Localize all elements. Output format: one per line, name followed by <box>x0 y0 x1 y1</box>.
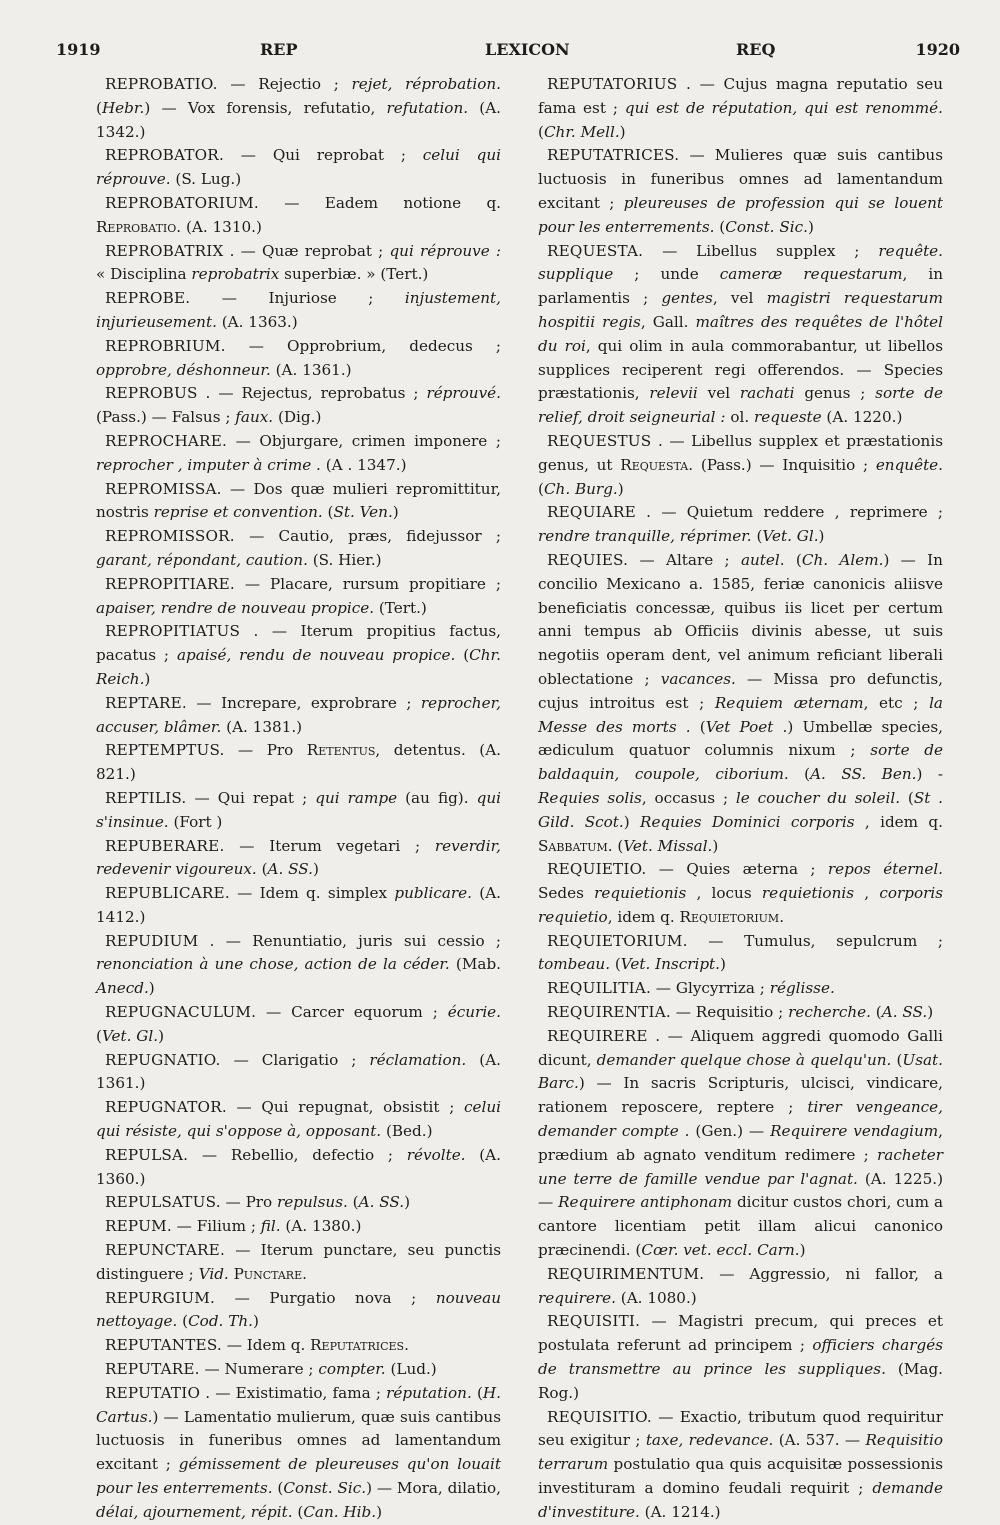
entry-headword: REQUESTA. <box>547 241 644 260</box>
dictionary-entry <box>96 335 501 383</box>
dictionary-entry <box>538 1310 943 1405</box>
dictionary-entry <box>96 430 501 478</box>
entry-definition: — Placare, rursum propitiare ; apaiser, rendre de nouveau propice. (Tert.) <box>96 574 501 617</box>
dictionary-entry <box>96 1049 501 1097</box>
entry-definition: — Dos quæ mulieri repromittitur, nostris reprise et convention. (St. Ven.) <box>96 479 501 522</box>
entry-definition: — Iterum punctare, seu punctis distinguere ; Vid. Punctare. <box>96 1241 501 1283</box>
dictionary-entry <box>96 787 501 835</box>
entry-definition: . — Aliquem aggredi quomodo Galli dicunt, demander quelque chose à quelqu'un. (Usat. Barc.) — In sacris Scripturis, ulcisci, vindicare, rationem reposcere, reptere ; tirer vengeance, demander compte . (Gen.) — Requirere vendagium, prædium ab agnato venditum redimere ; racheter une terre de famille vendue par l'agnat. (A. 1225.) — Requirere antiphonam dicitur custos chori, cum a cantore licentiam petit illam alicui canonico præcinendi. (Cœr. vet. eccl. Carn.) <box>538 1026 944 1260</box>
entry-headword: REQUIARE <box>547 503 636 522</box>
dictionary-entry <box>96 73 501 144</box>
left-column <box>96 73 501 1525</box>
entry-headword: REPTARE. <box>105 693 187 712</box>
dictionary-entry <box>96 382 501 430</box>
header-title: LEXICON <box>485 40 570 59</box>
entry-headword: REPROBATIO. <box>105 75 218 93</box>
entry-headword: REQUIRENTIA. <box>547 1003 671 1022</box>
entry-definition: . — Libellus supplex et præstationis genus, ut Requesta. (Pass.) — Inquisitio ; enquête. (Ch. Burg.) <box>538 431 943 498</box>
entry-definition: — Requisitio ; recherche. (A. SS.) <box>670 1003 934 1022</box>
entry-headword: REPROBUS <box>105 384 198 403</box>
entry-definition: — Clarigatio ; réclamation. (A. 1361.) <box>96 1050 501 1093</box>
dictionary-entry <box>96 930 501 1001</box>
entry-headword: REPUGNACULUM. <box>105 1003 257 1022</box>
dictionary-entry <box>538 1025 943 1263</box>
dictionary-entry <box>96 525 501 573</box>
entry-headword: REPUBERARE. <box>105 836 225 855</box>
entry-definition: — Glycyrriza ; réglisse. <box>650 979 835 998</box>
entry-headword: REPUTATORIUS <box>547 75 678 93</box>
entry-definition: . — Iterum propitius factus, pacatus ; apaisé, rendu de nouveau propice. (Chr. Reich.) <box>96 622 501 688</box>
entry-definition: . — Existimatio, fama ; réputation. (H. Cartus.) — Lamentatio mulierum, quæ suis cantibus luctuosis in funeribus omnes ad lamentandum excitant ; gémissement de pleureuses qu'on louait pour les enterrements. (Const. Sic.) — Mora, dilatio, délai, ajournement, répit. (Can. Hib.) <box>96 1383 502 1521</box>
entry-headword: REPROBATOR. <box>105 146 224 165</box>
dictionary-entry <box>96 1096 501 1144</box>
entry-definition: — Cautio, præs, fidejussor ; garant, répondant, caution. (S. Hier.) <box>96 527 501 569</box>
entry-definition: . — Quietum reddere , reprimere ; rendre tranquille, réprimer. (Vet. Gl.) <box>538 503 943 546</box>
dictionary-entry <box>538 977 943 1001</box>
dictionary-entry <box>96 1001 501 1049</box>
entry-definition: . — Rejectus, reprobatus ; réprouvé. (Pass.) — Falsus ; faux. (Dig.) <box>96 384 501 427</box>
entry-headword: REPURGIUM. <box>105 1288 216 1307</box>
entry-definition: — Tumulus, sepulcrum ; tombeau. (Vet. Inscript.) <box>538 931 943 974</box>
entry-definition: — Pro Retentus, detentus. (A. 821.) <box>96 741 501 784</box>
dictionary-entry <box>96 1191 501 1215</box>
entry-headword: REPUNCTARE. <box>105 1241 225 1260</box>
entry-headword: REQUIETORIUM. <box>547 931 688 950</box>
entry-headword: REQUIRERE <box>547 1026 648 1045</box>
dictionary-entry <box>538 549 943 858</box>
dictionary-entry <box>96 692 501 740</box>
entry-definition: — Quies æterna ; repos éternel. Sedes requietionis , locus requietionis , corporis requietio, idem q. Requietorium. <box>538 860 944 926</box>
entry-definition: — Iterum vegetari ; reverdir, redevenir vigoureux. (A. SS.) <box>96 836 501 879</box>
dictionary-entry <box>538 73 943 144</box>
header-range-start: REP <box>260 40 298 59</box>
entry-headword: REPTILIS. <box>105 788 187 807</box>
running-header <box>56 40 960 70</box>
entry-headword: REPTEMPTUS. <box>105 741 225 760</box>
entry-definition: — Numerare ; compter. (Lud.) <box>199 1360 437 1379</box>
entry-definition: — Rebellio, defectio ; révolte. (A. 1360.) <box>96 1145 501 1188</box>
entry-headword: REPROPITIATUS <box>105 622 241 641</box>
dictionary-entry <box>96 1144 501 1192</box>
entry-headword: REQUISITIO. <box>547 1407 652 1426</box>
dictionary-entry <box>96 478 501 526</box>
entry-headword: REQUIES. <box>547 550 629 569</box>
dictionary-entry <box>96 144 501 192</box>
dictionary-entry <box>96 573 501 621</box>
entry-headword: REPROMISSOR. <box>105 527 235 546</box>
dictionary-entry <box>538 501 943 549</box>
entry-headword: REPROBATORIUM. <box>105 193 259 212</box>
entry-headword: REQUISITI. <box>547 1312 641 1331</box>
dictionary-entry <box>96 287 501 335</box>
entry-definition: — Opprobrium, dedecus ; opprobre, déshonneur. (A. 1361.) <box>96 336 501 379</box>
entry-headword: REPUTARE. <box>105 1360 200 1379</box>
entry-headword: REQUESTUS <box>547 431 652 450</box>
entry-definition: . — Cujus magna reputatio seu fama est ; qui est de réputation, qui est renommé. (Chr. Mell.) <box>538 75 943 141</box>
entry-headword: REPULSA. <box>105 1145 189 1164</box>
entry-headword: REPUTATRICES. <box>547 146 680 165</box>
dictionary-entry <box>96 1382 501 1525</box>
dictionary-entry <box>96 620 501 691</box>
dictionary-entry <box>538 1406 943 1525</box>
dictionary-entry <box>538 240 943 430</box>
dictionary-entry <box>96 739 501 787</box>
entry-definition: — Altare ; autel. (Ch. Alem.) — In concilio Mexicano a. 1585, feriæ canonicis aliisve beneficiatis concessæ, quibus iis licet per certum anni tempus ab Officiis divinis abesse, ut suis negotiis operam dent, vel animum reficiant liberali oblectatione ; vacances. — Missa pro defunctis, cujus introitus est ; Requiem æternam, etc ; la Messe des morts . (Vet Poet .) Umbellæ species, ædiculum quatuor columnis nixum ; sorte de baldaquin, coupole, ciborium. (A. SS. Ben.) - Requies solis, occasus ; le coucher du soleil. (St . Gild. Scot.) Requies Dominici corporis , idem q. Sabbatum. (Vet. Missal.) <box>538 550 944 855</box>
entry-headword: REPROBATRIX <box>105 241 224 260</box>
entry-headword: REQUIETIO. <box>547 860 647 879</box>
dictionary-entry <box>96 882 501 930</box>
entry-definition: — Pro repulsus. (A. SS.) <box>220 1193 410 1212</box>
entry-definition: — Rejectio ; rejet, réprobation. (Hebr.) — Vox forensis, refutatio, refutation. (A. 1342.) <box>96 75 501 141</box>
entry-headword: REPROBRIUM. <box>105 336 226 355</box>
entry-definition: — Eadem notione q. Reprobatio. (A. 1310.) <box>96 193 501 236</box>
entry-definition: — Qui repat ; qui rampe (au fig). qui s'insinue. (Fort ) <box>96 788 501 831</box>
dictionary-entry <box>538 430 943 501</box>
entry-headword: REQUILITIA. <box>547 979 651 998</box>
dictionary-entry <box>96 240 501 288</box>
entry-headword: REPROPITIARE. <box>105 574 235 593</box>
entry-definition: — Objurgare, crimen imponere ; reprocher , imputer à crime . (A . 1347.) <box>96 431 501 474</box>
entry-headword: REPUM. <box>105 1217 172 1236</box>
entry-headword: REPUGNATOR. <box>105 1098 227 1117</box>
entry-headword: REPUDIUM <box>105 931 199 950</box>
entry-headword: REQUIRIMENTUM. <box>547 1264 705 1283</box>
entry-definition: — Qui repugnat, obsistit ; celui qui résiste, qui s'oppose à, opposant. (Bed.) <box>96 1098 501 1141</box>
entry-headword: REPROMISSA. <box>105 479 222 498</box>
entry-headword: REPROCHARE. <box>105 431 228 450</box>
entry-definition: — Carcer equorum ; écurie. (Vet. Gl.) <box>96 1003 501 1045</box>
dictionary-entry <box>96 1358 501 1382</box>
entry-definition: — Idem q. simplex publicare. (A. 1412.) <box>96 884 501 926</box>
right-column <box>538 73 943 1525</box>
dictionary-entry <box>538 1001 943 1025</box>
entry-definition: — Aggressio, ni fallor, a requirere. (A. 1080.) <box>538 1264 943 1307</box>
dictionary-entry <box>538 858 943 929</box>
dictionary-entry <box>538 1263 943 1311</box>
entry-headword: REPUTATIO <box>105 1383 201 1402</box>
page-number-left: 1919 <box>56 40 101 59</box>
entry-definition: — Mulieres quæ suis cantibus luctuosis in funeribus omnes ad lamentandum excitant ; pleureuses de profession qui se louent pour les enterrements. (Const. Sic.) <box>538 146 943 236</box>
entry-definition: — Qui reprobat ; celui qui réprouve. (S. Lug.) <box>96 146 501 189</box>
dictionary-entry <box>96 1287 501 1335</box>
entry-definition: — Idem q. Reputatrices. <box>221 1336 409 1355</box>
entry-headword: REPUTANTES. <box>105 1336 222 1355</box>
entry-definition: . — Quæ reprobat ; qui réprouve : « Disciplina reprobatrix superbiæ. » (Tert.) <box>96 241 501 284</box>
entry-definition: — Increpare, exprobrare ; reprocher, accuser, blâmer. (A. 1381.) <box>96 693 501 736</box>
entry-definition: — Exactio, tributum quod requiritur seu exigitur ; taxe, redevance. (A. 537. — Requisitio terrarum postulatio qua quis acquisitæ possessionis investituram a domino feudali requirit ; demande d'investiture. (A. 1214.) <box>538 1407 943 1521</box>
entry-headword: REPUGNATIO. <box>105 1050 221 1069</box>
entry-definition: . — Renuntiatio, juris sui cessio ; renonciation à une chose, action de la céder. (Mab. Anecd.) <box>96 931 501 998</box>
entry-definition: — Libellus supplex ; requête. supplique ; unde cameræ requestarum, in parlamentis ; gentes, vel magistri requestarum hospitii regis, Gall. maîtres des requêtes de l'hôtel du roi, qui olim in aula commorabantur, ut libellos supplices reciperent regi offerendos. — Species præstationis, relevii vel rachati genus ; sorte de relief, droit seigneurial : ol. requeste (A. 1220.) <box>538 241 944 427</box>
dictionary-entry <box>538 144 943 239</box>
entry-headword: REPULSATUS. <box>105 1193 221 1212</box>
entry-definition: — Magistri precum, qui preces et postulata referunt ad principem ; officiers chargés de transmettre au prince les suppliques. (Mag. Rog.) <box>538 1312 943 1402</box>
entry-definition: — Injuriose ; injustement, injurieusement. (A. 1363.) <box>96 289 501 331</box>
dictionary-entry <box>96 1334 501 1358</box>
dictionary-entry <box>96 835 501 883</box>
header-range-end: REQ <box>736 40 776 59</box>
dictionary-entry <box>96 1215 501 1239</box>
dictionary-entry <box>96 192 501 240</box>
entry-headword: REPROBE. <box>105 289 191 308</box>
dictionary-entry <box>96 1239 501 1287</box>
page-number-right: 1920 <box>915 40 960 59</box>
entry-definition: — Filium ; fil. (A. 1380.) <box>171 1217 362 1236</box>
entry-headword: REPUBLICARE. <box>105 884 230 903</box>
dictionary-entry <box>538 930 943 978</box>
entry-definition: — Purgatio nova ; nouveau nettoyage. (Cod. Th.) <box>96 1288 501 1331</box>
